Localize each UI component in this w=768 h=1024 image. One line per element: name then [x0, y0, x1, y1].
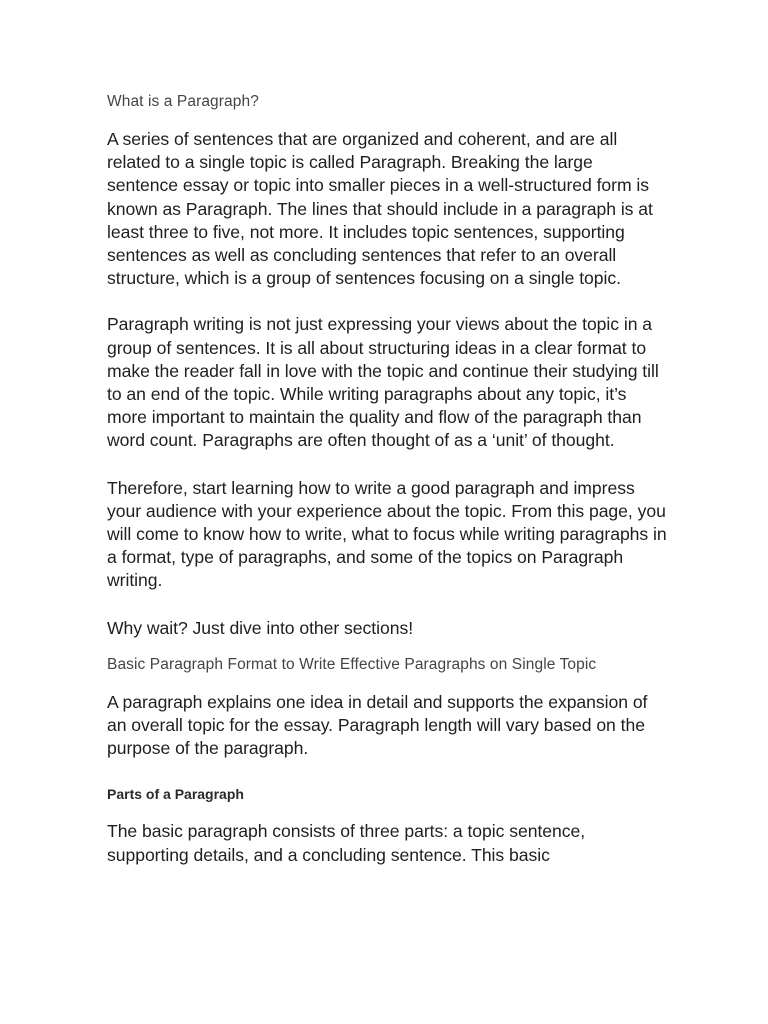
heading-basic-format: Basic Paragraph Format to Write Effective Paragraphs on Single Topic: [107, 655, 597, 673]
paragraph-definition: A series of sentences that are organized and coherent, and are all related to a single topic is called Paragraph. Breaking the large sentence essay or topic into smaller pieces in a well-structured form is known as Paragraph. The lines that should include in a paragraph is at least three to five, not more. It includes topic sentences, supporting sentences as well as concluding sentences that refer to an overall structure, which is a group of sentences focusing on a single topic.: [107, 129, 653, 289]
document-page: [107, 90, 667, 867]
paragraph-call-to-action: Why wait? Just dive into other sections!: [107, 617, 414, 638]
paragraph-writing-purpose: Paragraph writing is not just expressing your views about the topic in a group of sentences. It is all about structuring ideas in a clear format to make the reader fall in love with the topic and continue their studying till to an end of the topic. While writing paragraphs about any topic, it’s more important to maintain the quality and flow of the paragraph than word count. Paragraphs are often thought of as a ‘unit’ of thought.: [107, 314, 659, 451]
paragraph-learning: Therefore, start learning how to write a good paragraph and impress your audience with your experience about the topic. From this page, you will come to know how to write, what to focus while writing paragraphs in a format, type of paragraphs, and some of the topics on Paragraph writing.: [107, 477, 667, 591]
paragraph-three-parts: The basic paragraph consists of three parts: a topic sentence, supporting details, and a concluding sentence. This basic: [107, 821, 586, 865]
heading-parts-of-a-paragraph: Parts of a Paragraph: [107, 786, 244, 803]
paragraph-explains-one-idea: A paragraph explains one idea in detail and supports the expansion of an overall topic for the essay. Paragraph length will vary based on the purpose of the paragraph.: [107, 691, 648, 759]
heading-what-is-a-paragraph: What is a Paragraph?: [107, 93, 259, 110]
